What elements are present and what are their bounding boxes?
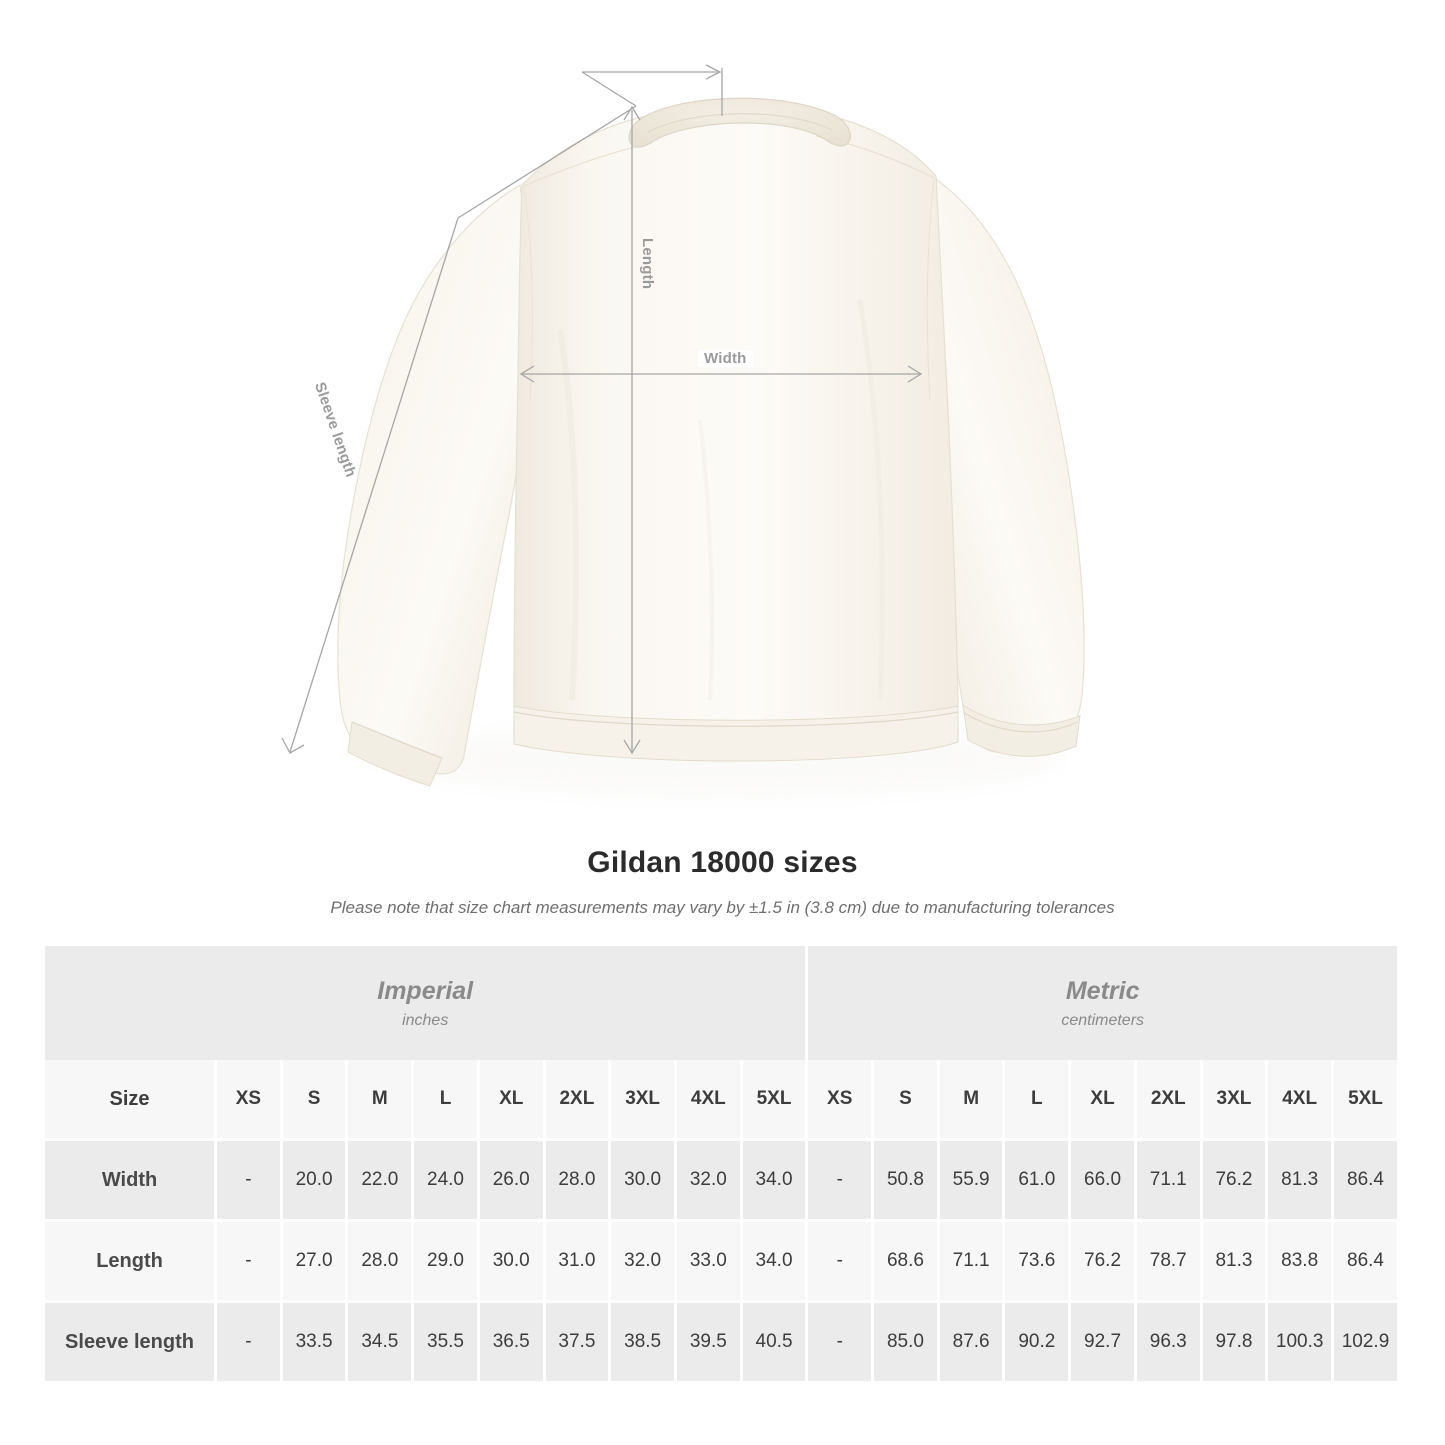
unit-name-metric: Metric [1065,976,1140,1005]
size-col-imperial-xs: XS [216,1060,282,1140]
cell-sleeve-metric-5xl: 102.9 [1333,1302,1399,1383]
cell-sleeve-metric-l: 90.2 [1004,1302,1070,1383]
cell-sleeve-imperial-2xl: 37.5 [544,1302,610,1383]
tolerance-note: Please note that size chart measurements may vary by ±1.5 in (3.8 cm) due to manufacturing tolerances [330,898,1115,917]
size-col-metric-s: S [873,1060,939,1140]
width-label: Width [698,350,753,367]
cell-width-metric-3xl: 76.2 [1201,1140,1267,1221]
cell-sleeve-imperial-l: 35.5 [413,1302,479,1383]
cell-width-imperial-l: 24.0 [413,1140,479,1221]
cell-length-imperial-s: 27.0 [281,1221,347,1302]
size-col-metric-m: M [938,1060,1004,1140]
cell-width-metric-xl: 66.0 [1070,1140,1136,1221]
cell-length-imperial-3xl: 32.0 [610,1221,676,1302]
size-col-imperial-xl: XL [478,1060,544,1140]
cell-width-metric-m: 55.9 [938,1140,1004,1221]
cell-width-imperial-m: 22.0 [347,1140,413,1221]
cell-sleeve-imperial-xs: - [216,1302,282,1383]
size-col-imperial-4xl: 4XL [675,1060,741,1140]
unit-sub-metric: centimeters [1061,1011,1145,1029]
cell-width-metric-xs: - [807,1140,873,1221]
cell-sleeve-metric-xs: - [807,1302,873,1383]
cell-width-imperial-2xl: 28.0 [544,1140,610,1221]
cell-sleeve-metric-2xl: 96.3 [1135,1302,1201,1383]
cell-sleeve-metric-xl: 92.7 [1070,1302,1136,1383]
cell-length-metric-5xl: 86.4 [1333,1221,1399,1302]
cell-length-metric-xs: - [807,1221,873,1302]
row-label-sleeve-length: Sleeve length [45,1302,216,1383]
cell-width-imperial-3xl: 30.0 [610,1140,676,1221]
size-col-imperial-l: L [413,1060,479,1140]
cell-length-metric-2xl: 78.7 [1135,1221,1201,1302]
cell-width-metric-4xl: 81.3 [1267,1140,1333,1221]
cell-sleeve-metric-4xl: 100.3 [1267,1302,1333,1383]
cell-length-metric-l: 73.6 [1004,1221,1070,1302]
cell-length-imperial-xs: - [216,1221,282,1302]
size-col-metric-4xl: 4XL [1267,1060,1333,1140]
cell-length-imperial-m: 28.0 [347,1221,413,1302]
table-row [45,1302,1399,1383]
size-header-row [45,1060,1399,1140]
size-table [45,946,1400,1384]
size-col-metric-xs: XS [807,1060,873,1140]
cell-sleeve-imperial-4xl: 39.5 [675,1302,741,1383]
size-col-metric-3xl: 3XL [1201,1060,1267,1140]
table-row [45,1140,1399,1221]
unit-header-metric [807,946,1399,1060]
cell-length-imperial-5xl: 34.0 [741,1221,807,1302]
length-label: Length [639,238,656,290]
size-table-wrap [45,946,1400,1384]
size-col-metric-5xl: 5XL [1333,1060,1399,1140]
chart-title: Gildan 18000 sizes [587,846,858,879]
cell-width-metric-s: 50.8 [873,1140,939,1221]
cell-sleeve-imperial-xl: 36.5 [478,1302,544,1383]
size-col-imperial-s: S [281,1060,347,1140]
cell-length-metric-s: 68.6 [873,1221,939,1302]
title-block [0,846,1445,918]
cell-length-metric-xl: 76.2 [1070,1221,1136,1302]
unit-header-row [45,946,1399,1060]
size-col-metric-xl: XL [1070,1060,1136,1140]
sleeve-length-label: Sleeve length [310,380,360,480]
unit-header-imperial [45,946,807,1060]
cell-length-metric-4xl: 83.8 [1267,1221,1333,1302]
cell-sleeve-imperial-3xl: 38.5 [610,1302,676,1383]
cell-sleeve-imperial-5xl: 40.5 [741,1302,807,1383]
cell-length-imperial-l: 29.0 [413,1221,479,1302]
size-col-imperial-3xl: 3XL [610,1060,676,1140]
cell-width-imperial-xl: 26.0 [478,1140,544,1221]
cell-sleeve-imperial-s: 33.5 [281,1302,347,1383]
cell-length-imperial-4xl: 33.0 [675,1221,741,1302]
unit-sub-imperial: inches [402,1011,449,1029]
size-col-metric-2xl: 2XL [1135,1060,1201,1140]
table-row [45,1221,1399,1302]
unit-name-imperial: Imperial [377,976,474,1005]
row-label-width: Width [45,1140,216,1221]
size-col-metric-l: L [1004,1060,1070,1140]
size-col-imperial-5xl: 5XL [741,1060,807,1140]
cell-length-imperial-xl: 30.0 [478,1221,544,1302]
cell-width-imperial-xs: - [216,1140,282,1221]
cell-length-metric-m: 71.1 [938,1221,1004,1302]
cell-sleeve-metric-s: 85.0 [873,1302,939,1383]
size-header-cell: Size [45,1060,216,1140]
cell-sleeve-metric-3xl: 97.8 [1201,1302,1267,1383]
cell-sleeve-metric-m: 87.6 [938,1302,1004,1383]
cell-width-imperial-5xl: 34.0 [741,1140,807,1221]
size-col-imperial-2xl: 2XL [544,1060,610,1140]
cell-length-imperial-2xl: 31.0 [544,1221,610,1302]
cell-width-metric-l: 61.0 [1004,1140,1070,1221]
cell-width-imperial-4xl: 32.0 [675,1140,741,1221]
cell-width-imperial-s: 20.0 [281,1140,347,1221]
cell-sleeve-imperial-m: 34.5 [347,1302,413,1383]
cell-width-metric-2xl: 71.1 [1135,1140,1201,1221]
row-label-length: Length [45,1221,216,1302]
cell-width-metric-5xl: 86.4 [1333,1140,1399,1221]
cell-length-metric-3xl: 81.3 [1201,1221,1267,1302]
size-col-imperial-m: M [347,1060,413,1140]
